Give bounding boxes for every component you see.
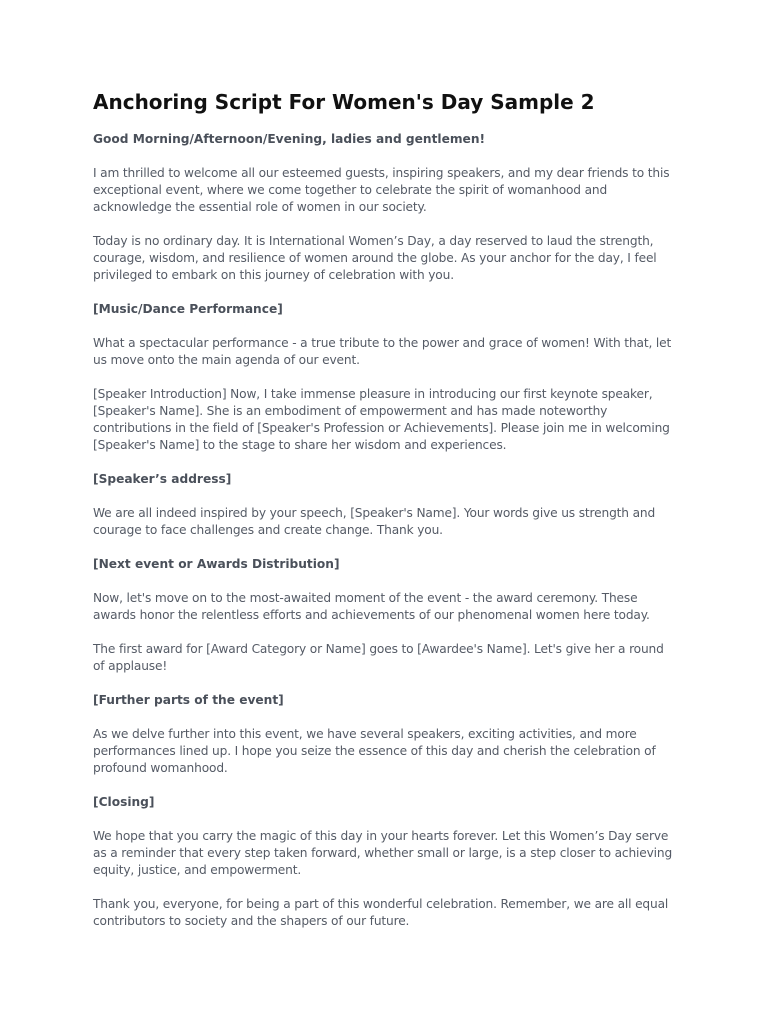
paragraph [93,896,673,930]
paragraph-line: We hope that you carry the magic of this day in your hearts forever. Let this Women’s Day serve [93,829,669,843]
greeting-line: Good Morning/Afternoon/Evening, ladies and gentlemen! [93,132,486,146]
paragraph-line: awards honor the relentless efforts and achievements of our phenomenal women here today. [93,608,650,622]
section-heading: [Music/Dance Performance] [93,302,283,316]
paragraph-line: I am thrilled to welcome all our esteemed guests, inspiring speakers, and my dear friends to this [93,166,670,180]
paragraph [93,386,673,454]
paragraph-line: The first award for [Award Category or Name] goes to [Awardee's Name]. Let's give her a round [93,642,664,656]
paragraph [93,641,673,675]
paragraph-line: contributions in the field of [Speaker's Profession or Achievements]. Please join me in welcoming [93,421,670,435]
paragraph-line: of applause! [93,659,168,673]
paragraph-line: us move onto the main agenda of our event. [93,353,360,367]
paragraph [93,590,673,624]
paragraph-line: equity, justice, and empowerment. [93,863,302,877]
paragraph-line: contributors to society and the shapers of our future. [93,914,410,928]
paragraph [93,165,673,216]
paragraph-line: [Speaker's Name]. She is an embodiment of empowerment and has made noteworthy [93,404,608,418]
paragraph-line: We are all indeed inspired by your speech, [Speaker's Name]. Your words give us strength and [93,506,656,520]
paragraph-line: performances lined up. I hope you seize the essence of this day and cherish the celebration of [93,744,656,758]
document-page [93,88,673,947]
paragraph [93,828,673,879]
paragraph-line: Thank you, everyone, for being a part of this wonderful celebration. Remember, we are all equal [93,897,669,911]
paragraph-line: As we delve further into this event, we have several speakers, exciting activities, and more [93,727,637,741]
paragraph-line: as a reminder that every step taken forward, whether small or large, is a step closer to achieving [93,846,673,860]
paragraph-line: [Speaker Introduction] Now, I take immense pleasure in introducing our first keynote speaker, [93,387,653,401]
paragraph [93,726,673,777]
paragraph-line: privileged to embark on this journey of celebration with you. [93,268,454,282]
section-heading: [Closing] [93,795,155,809]
paragraph-line: courage, wisdom, and resilience of women around the globe. As your anchor for the day, I feel [93,251,657,265]
paragraph-line: What a spectacular performance - a true tribute to the power and grace of women! With that, let [93,336,672,350]
paragraph-line: Today is no ordinary day. It is International Women’s Day, a day reserved to laud the strength, [93,234,654,248]
document-title: Anchoring Script For Women's Day Sample 2 [93,90,595,114]
paragraph-line: [Speaker's Name] to the stage to share her wisdom and experiences. [93,438,507,452]
section-heading: [Next event or Awards Distribution] [93,557,340,571]
section-heading: [Speaker’s address] [93,472,232,486]
paragraph [93,505,673,539]
paragraph-line: profound womanhood. [93,761,228,775]
paragraph [93,335,673,369]
section-heading: [Further parts of the event] [93,693,284,707]
paragraph-line: exceptional event, where we come together to celebrate the spirit of womanhood and [93,183,608,197]
paragraph [93,233,673,284]
document-body [93,165,673,930]
paragraph-line: acknowledge the essential role of women in our society. [93,200,427,214]
paragraph-line: courage to face challenges and create change. Thank you. [93,523,443,537]
paragraph-line: Now, let's move on to the most-awaited moment of the event - the award ceremony. These [93,591,638,605]
